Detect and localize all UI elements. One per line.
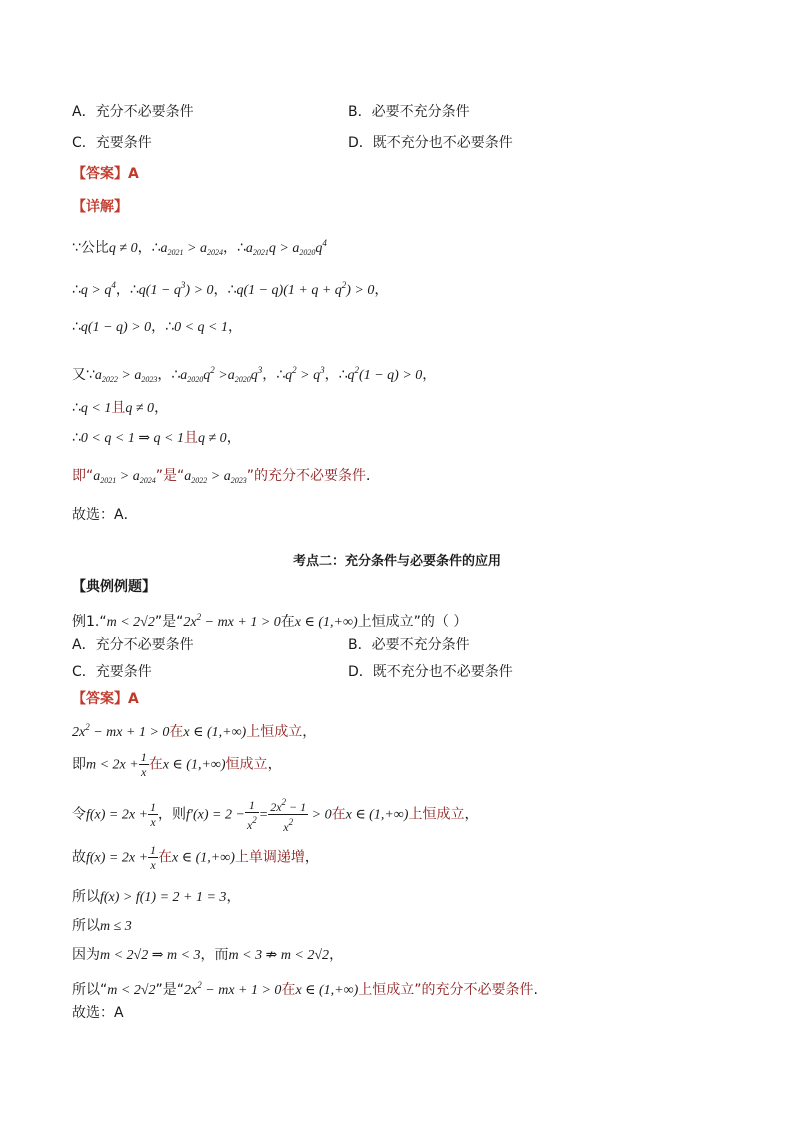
answer-value: A [128,166,139,182]
option-a: A．充分不必要条件 [72,104,194,120]
choose-line-2: 故选：A [72,1005,124,1021]
solution-line-4: 又$\because a_{2022} > a_{2023}$，$\therefore a_{2020}q^2 >a_{2020}q^3$，$\therefore q^2 > q^3$，$\therefore q^2(1 - q) > 0$， [72,365,437,384]
option-b-2: B．必要不充分条件 [348,637,470,653]
choose-line-1: 故选：A． [72,507,138,523]
answer-tag: 【答案】 [72,166,128,182]
solution-line-3: ∴q(1 − q) > 0，∴0 < q < 1， [72,319,242,335]
example-tag: 【典例例题】 [72,579,156,595]
option-d-2: D．既不充分也不必要条件 [348,664,513,680]
key-line-8: 所以“m < 2√2”是“$2x^2$ − mx + 1 > 0在x ∈ (1,+∞)上恒成立”的充分不必要条件. [72,980,538,998]
solution-line-2: ∴q > $q^4$，∴q(1 − $q^3) > 0$，∴q(1 − $q)(1 + q + q^2) > 0$， [72,280,389,298]
key-line-1: $2x^2$ − mx + 1 > 0在x ∈ (1,+∞)上恒成立， [72,722,317,740]
option-c-2: C．充要条件 [72,664,152,680]
key-line-6: 所以m ≤ 3 [72,918,132,934]
example-1-question: 例1.“m < 2√2”是“$2x^2$ − mx + 1 > 0在x ∈ (1,+∞)上恒成立”的（ ） [72,612,468,630]
option-c: C．充要条件 [72,135,152,151]
answer-line [72,164,139,184]
key-line-5: 所以f(x) > f(1) = 2 + 1 = 3， [72,889,241,905]
key-line-3: 令f(x) = 2x + $\frac{1}{x}$ ，则f′(x) = 2 − $\frac{1}{x^2}$ = $\frac{2x^2 - 1}{x^2}$ > 0在x ∈ (1,+∞)上恒成立， [72,797,479,834]
option-b: B．必要不充分条件 [348,104,470,120]
key-line-2: 即m < 2x + $\frac{1}{x}$ 在x ∈ (1,+∞)恒成立， [72,750,282,779]
solution-line-1: ∵公比q ≠ 0，$\therefore a_{2021} > a_{2024}$，$\therefore a_{2021}q > a_{2020}q^4$ [72,238,327,257]
section-title: 考点二：充分条件与必要条件的应用 [292,554,501,569]
solution-line-7: 即“$a_{2021} > a_{2024}$”是“$a_{2022} > a_{2023}$”的充分不必要条件． [72,468,380,485]
answer-line-2: 【答案】A [72,691,139,707]
key-line-7: 因为m < 2√2 ⇒ m < 3，而m < 3 ⇏ m < 2√2， [72,947,344,963]
key-line-4: 故f(x) = 2x + $\frac{1}{x}$ 在x ∈ (1,+∞)上单调递增， [72,843,319,872]
solution-line-5: ∴q < 1且q ≠ 0， [72,400,169,416]
option-a-2: A．充分不必要条件 [72,637,194,653]
solution-line-6: ∴0 < q < 1 ⇒ q < 1且q ≠ 0， [72,430,241,446]
option-d: D．既不充分也不必要条件 [348,135,513,151]
detail-tag: 【详解】 [72,199,128,215]
